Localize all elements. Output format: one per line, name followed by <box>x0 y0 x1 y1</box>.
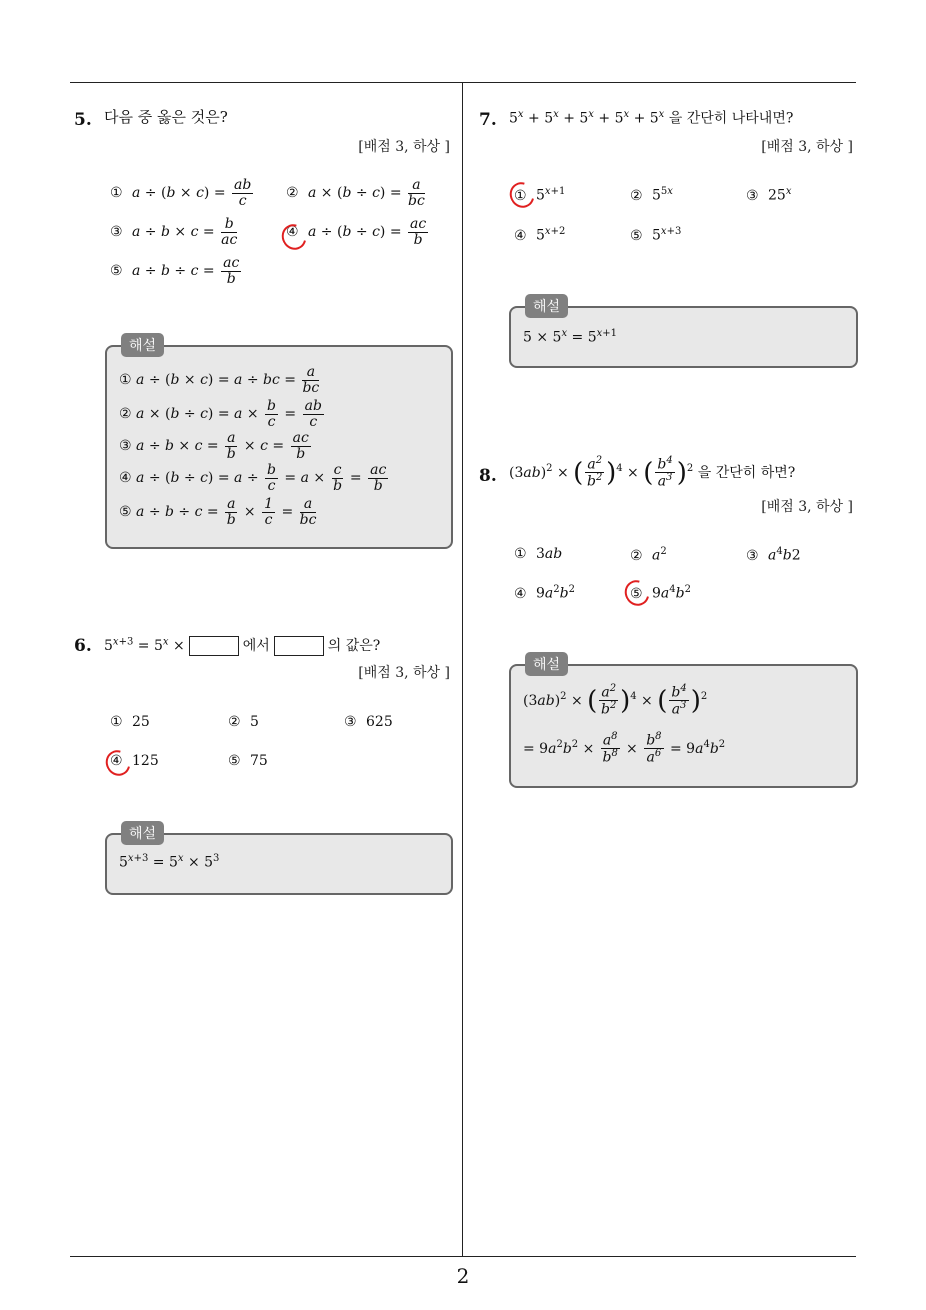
choice-4[interactable]: ④ $9a^2b^2$ <box>514 584 575 602</box>
choice-3[interactable]: ③ a ÷ b × c = $\frac{b}{ac}$ <box>110 216 238 248</box>
question-8-choices <box>514 546 854 606</box>
question-score: [배점 3, 하상 ] <box>761 498 853 515</box>
top-rule <box>70 82 856 83</box>
question-5 <box>74 110 450 156</box>
question-number: 7. <box>479 110 497 130</box>
solution-label: 해설 <box>121 333 164 357</box>
solution-box-7: 해설 $5 \times 5^x = 5^{x+1}$ <box>509 306 858 368</box>
question-7: 7. $5^x + 5^x + 5^x + 5^x + 5^x$ 을 간단히 나타내면? [배점 3, 하상 ] <box>479 109 853 155</box>
answer-circle-mark <box>505 178 539 213</box>
question-8: 8. $(3ab)^2$ × ( $\frac{a^2}{b^2}$ )$^4$ × ( $\frac{b^4}{a^3}$ )$^2$ 을 간단히 하면? [배점 3, 하상 ] <box>479 455 853 515</box>
question-score: [배점 3, 하상 ] <box>761 139 853 155</box>
choice-5[interactable]: ⑤ 75 <box>228 753 268 769</box>
choice-3[interactable]: ③ 625 <box>344 714 393 730</box>
solution-label: 해설 <box>121 821 164 845</box>
choice-1[interactable]: ① 3ab <box>514 546 563 562</box>
choice-1[interactable]: ① a ÷ (b × c) = $\frac{ab}{c}$ <box>110 177 252 209</box>
solution-box-5: 해설 ① a ÷ (b × c) = a ÷ bc = $\frac{a}{bc}$ ② a × (b ÷ c) = a × $\frac{b}{c}$ = $\frac{ab}{c}$ ③ a ÷ b × c = $\frac{a}{b}$ × c = $\frac{ac}{b}$ ④ a ÷ (b ÷ c) = a ÷ $\frac{b}{c}$ = a × $\frac{c}{b}$ = $\frac{ac}{b}$ ⑤ a ÷ b ÷ c = $\frac{a}{b}$ × $\frac{1}{c}$ = $\frac{a}{bc}$ <box>105 345 453 549</box>
choice-2[interactable]: ② 5 <box>228 714 259 730</box>
question-number: 6. <box>74 636 92 656</box>
choice-3[interactable]: ③ 25$^x$ <box>746 186 792 204</box>
choice-5[interactable]: ⑤ $5^{x+3}$ <box>630 226 682 244</box>
choice-4[interactable]: ④ 125 <box>110 753 159 769</box>
question-score: [배점 3, 하상 ] <box>358 665 450 681</box>
choice-4[interactable]: ④ $5^{x+2}$ <box>514 226 566 244</box>
question-7-choices <box>514 186 854 246</box>
question-6: 6. $5^{x+3} = 5^x$ × 에서 의 값은? [배점 3, 하상 ] <box>74 636 450 681</box>
question-number: 8. <box>479 466 497 486</box>
choice-3[interactable]: ③ $a^4b2$ <box>746 546 801 564</box>
answer-circle-mark <box>101 746 135 781</box>
question-6-choices <box>110 714 450 774</box>
choice-1[interactable]: ① $5^{x+1}$ <box>514 186 566 204</box>
choice-5[interactable]: ⑤ a ÷ b ÷ c = $\frac{ac}{b}$ <box>110 255 240 287</box>
solution-label: 해설 <box>525 294 568 318</box>
column-divider <box>462 83 463 1257</box>
question-5-choices <box>110 178 450 298</box>
choice-2[interactable]: ② a × (b ÷ c) = $\frac{a}{bc}$ <box>286 177 425 209</box>
solution-box-8: 해설 $(3ab)^2$ × ( $\frac{a^2}{b^2}$ )$^4$ × ( $\frac{b^4}{a^3}$ )$^2$ = $9a^2b^2$ × $\frac{a^8}{b^8}$ × $\frac{b^8}{a^6}$ = $9a^4b^2$ <box>509 664 858 788</box>
choice-4[interactable]: ④ a ÷ (b ÷ c) = $\frac{ac}{b}$ <box>286 216 427 248</box>
question-score: [배점 3, 하상 ] <box>358 139 450 155</box>
answer-circle-mark <box>620 576 654 611</box>
question-text: 다음 중 옳은 것은? <box>104 108 228 126</box>
choice-1[interactable]: ① 25 <box>110 714 150 730</box>
question-number: 5. <box>74 110 92 130</box>
choice-2[interactable]: ② $a^2$ <box>630 546 667 564</box>
blank-box <box>274 636 324 656</box>
solution-box-6: 해설 $5^{x+3} = 5^x \times 5^3$ <box>105 833 453 895</box>
blank-box <box>189 636 239 656</box>
choice-2[interactable]: ② $5^{5x}$ <box>630 186 673 204</box>
bottom-rule <box>70 1256 856 1257</box>
choice-5[interactable]: ⑤ $9a^4b^2$ <box>630 584 691 602</box>
page-number: 2 <box>456 1264 470 1288</box>
solution-label: 해설 <box>525 652 568 676</box>
